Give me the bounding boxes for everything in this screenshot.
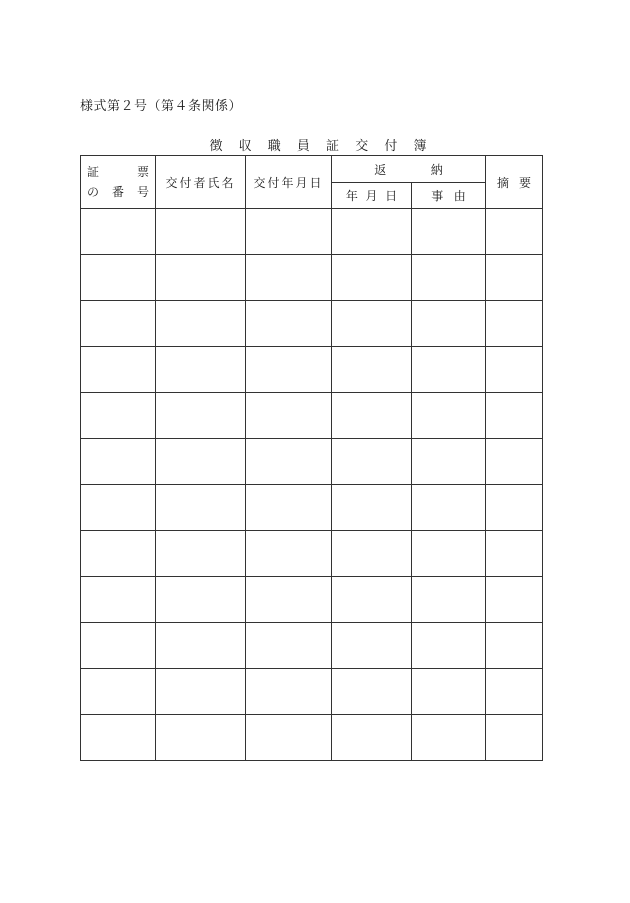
cell-remarks[interactable] — [486, 669, 543, 715]
cell-remarks[interactable] — [486, 715, 543, 761]
cell-recipient-name[interactable] — [156, 255, 246, 301]
header-return-date — [332, 183, 412, 209]
cell-cert-number[interactable] — [81, 393, 156, 439]
cell-recipient-name[interactable] — [156, 623, 246, 669]
cell-return-reason[interactable] — [412, 577, 486, 623]
cell-issue-date[interactable] — [246, 393, 332, 439]
table-row — [81, 255, 543, 301]
header-cert-char-3: の — [87, 185, 100, 199]
ledger-title: 徴 収 職 員 証 交 付 簿 — [209, 139, 433, 154]
cell-cert-number[interactable] — [81, 209, 156, 255]
table-row — [81, 715, 543, 761]
cell-issue-date[interactable] — [246, 301, 332, 347]
cell-return-date[interactable] — [332, 623, 412, 669]
table-row — [81, 209, 543, 255]
header-remarks-char-1: 摘 — [496, 175, 509, 190]
cell-return-reason[interactable] — [412, 715, 486, 761]
header-remarks — [486, 156, 543, 209]
cell-cert-number[interactable] — [81, 439, 156, 485]
table-row — [81, 301, 543, 347]
cell-recipient-name[interactable] — [156, 669, 246, 715]
table-row — [81, 623, 543, 669]
cell-return-date[interactable] — [332, 715, 412, 761]
cell-remarks[interactable] — [486, 439, 543, 485]
table-row — [81, 439, 543, 485]
cell-cert-number[interactable] — [81, 301, 156, 347]
cell-issue-date[interactable] — [246, 577, 332, 623]
table-row — [81, 531, 543, 577]
cell-cert-number[interactable] — [81, 347, 156, 393]
cell-remarks[interactable] — [486, 209, 543, 255]
cell-return-date[interactable] — [332, 531, 412, 577]
cell-return-date[interactable] — [332, 577, 412, 623]
cell-return-date[interactable] — [332, 255, 412, 301]
cell-return-date[interactable] — [332, 209, 412, 255]
cell-recipient-name[interactable] — [156, 577, 246, 623]
header-issue-date: 交付年月日 — [246, 156, 332, 209]
cell-return-reason[interactable] — [412, 439, 486, 485]
cell-remarks[interactable] — [486, 531, 543, 577]
cell-recipient-name[interactable] — [156, 485, 246, 531]
header-cert-number-line1 — [87, 162, 149, 182]
cell-cert-number[interactable] — [81, 715, 156, 761]
cell-issue-date[interactable] — [246, 347, 332, 393]
header-return-date-year: 年 — [345, 189, 358, 203]
table-row — [81, 393, 543, 439]
cell-return-date[interactable] — [332, 669, 412, 715]
cell-return-reason[interactable] — [412, 669, 486, 715]
cell-issue-date[interactable] — [246, 485, 332, 531]
cell-return-reason[interactable] — [412, 209, 486, 255]
table-row — [81, 485, 543, 531]
cell-recipient-name[interactable] — [156, 301, 246, 347]
cell-return-date[interactable] — [332, 393, 412, 439]
cell-issue-date[interactable] — [246, 439, 332, 485]
header-return-char-2: 納 — [430, 162, 443, 177]
cell-cert-number[interactable] — [81, 531, 156, 577]
cell-remarks[interactable] — [486, 393, 543, 439]
cell-issue-date[interactable] — [246, 669, 332, 715]
ledger-body — [81, 209, 543, 761]
cell-return-date[interactable] — [332, 301, 412, 347]
cell-issue-date[interactable] — [246, 623, 332, 669]
cell-recipient-name[interactable] — [156, 715, 246, 761]
cell-return-reason[interactable] — [412, 531, 486, 577]
cell-return-date[interactable] — [332, 347, 412, 393]
cell-cert-number[interactable] — [81, 577, 156, 623]
cell-recipient-name[interactable] — [156, 393, 246, 439]
cell-issue-date[interactable] — [246, 209, 332, 255]
cell-return-reason[interactable] — [412, 301, 486, 347]
cell-cert-number[interactable] — [81, 623, 156, 669]
header-recipient-name: 交付者氏名 — [156, 156, 246, 209]
header-return-date-day: 日 — [385, 189, 398, 203]
header-return-date-month: 月 — [365, 189, 378, 203]
header-return-reason-char-2: 由 — [453, 189, 466, 203]
header-cert-char-1: 証 — [87, 165, 100, 179]
cell-cert-number[interactable] — [81, 669, 156, 715]
cell-return-reason[interactable] — [412, 623, 486, 669]
cell-return-reason[interactable] — [412, 485, 486, 531]
certificate-ledger-table — [80, 155, 543, 761]
header-cert-char-4: 番 — [111, 185, 124, 199]
header-cert-number-line2 — [87, 182, 149, 202]
cell-return-reason[interactable] — [412, 347, 486, 393]
cell-remarks[interactable] — [486, 255, 543, 301]
cell-recipient-name[interactable] — [156, 531, 246, 577]
cell-return-date[interactable] — [332, 439, 412, 485]
header-remarks-char-2: 要 — [518, 175, 531, 190]
cell-remarks[interactable] — [486, 485, 543, 531]
cell-remarks[interactable] — [486, 577, 543, 623]
header-return-reason-char-1: 事 — [431, 189, 444, 203]
cell-remarks[interactable] — [486, 347, 543, 393]
header-return — [332, 156, 486, 183]
cell-return-reason[interactable] — [412, 255, 486, 301]
cell-issue-date[interactable] — [246, 715, 332, 761]
table-row — [81, 669, 543, 715]
header-row-top — [81, 156, 543, 183]
cell-return-date[interactable] — [332, 485, 412, 531]
cell-issue-date[interactable] — [246, 255, 332, 301]
header-return-reason — [412, 183, 486, 209]
header-cert-char-5: 号 — [136, 185, 149, 199]
header-cert-char-2: 票 — [136, 165, 149, 179]
cell-issue-date[interactable] — [246, 531, 332, 577]
form-number-label: 様式第２号（第４条関係） — [80, 99, 243, 114]
header-cert-number — [81, 156, 156, 209]
cell-recipient-name[interactable] — [156, 209, 246, 255]
table-row — [81, 577, 543, 623]
cell-return-reason[interactable] — [412, 393, 486, 439]
cell-cert-number[interactable] — [81, 255, 156, 301]
header-return-char-1: 返 — [374, 162, 387, 177]
cell-recipient-name[interactable] — [156, 439, 246, 485]
cell-remarks[interactable] — [486, 301, 543, 347]
cell-remarks[interactable] — [486, 623, 543, 669]
table-row — [81, 347, 543, 393]
cell-recipient-name[interactable] — [156, 347, 246, 393]
cell-cert-number[interactable] — [81, 485, 156, 531]
